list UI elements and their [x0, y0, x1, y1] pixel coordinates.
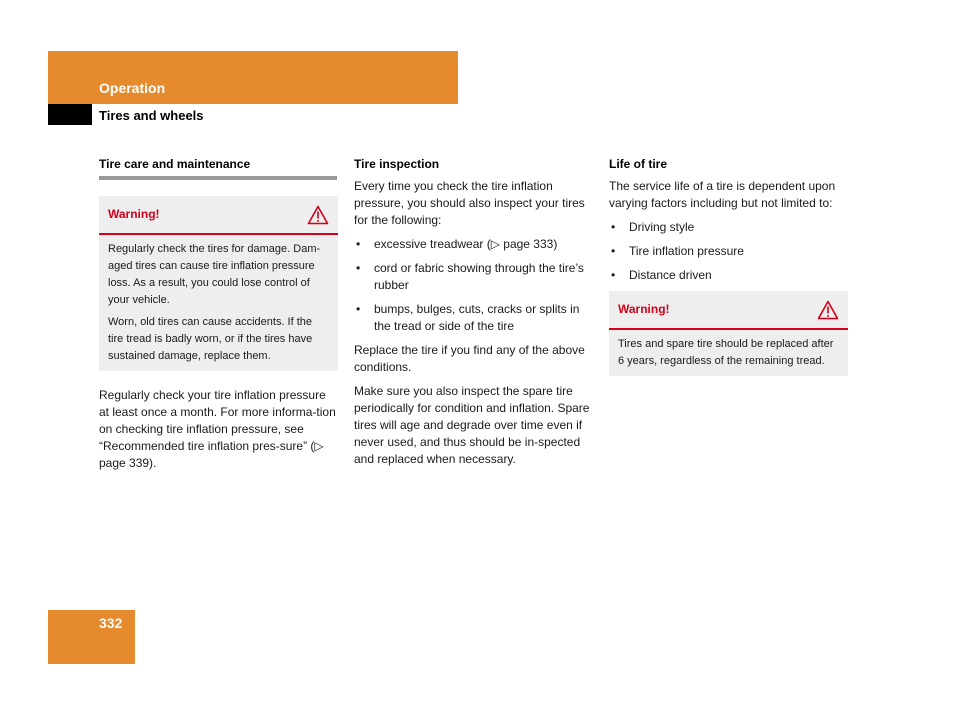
warning-text: Tires and spare tire should be replaced after 6 years, regardless of the remaining tread. [618, 338, 834, 367]
warning-text: Worn, old tires can cause accidents. If the tire tread is badly worn, or if the tires have sustained damage, replace them. [108, 316, 313, 362]
section-title: Operation [99, 80, 166, 96]
bullet-list [354, 236, 592, 335]
list-item: • cord or fabric showing through the tire’s rubber [354, 260, 592, 294]
warning-header [609, 291, 848, 330]
column-heading: Tire care and maintenance [99, 156, 337, 180]
subsection-title: Tires and wheels [99, 108, 204, 123]
body-paragraph: Make sure you also inspect the spare tire periodically for condition and inflation. Spare tires will age and degrade over time even if never used, and thus should be in-spected and replaced when necessary. [354, 384, 590, 466]
column-heading: Tire inspection [354, 157, 440, 171]
list-item: • Driving style [609, 219, 847, 236]
column-tire-care [99, 156, 337, 479]
warning-triangle-icon [307, 205, 329, 225]
body-paragraph: The service life of a tire is dependent upon varying factors including but not limited to: [609, 179, 836, 210]
warning-body [99, 235, 338, 371]
list-item: • Distance driven [609, 267, 847, 284]
page-number: 332 [99, 615, 123, 631]
body-paragraph: Replace the tire if you find any of the above conditions. [354, 343, 585, 374]
column-heading: Life of tire [609, 157, 668, 171]
warning-label: Warning! [108, 207, 160, 221]
warning-triangle-icon [817, 300, 839, 320]
list-item: • Tire inflation pressure [609, 243, 847, 260]
bullet-list [609, 219, 847, 284]
header-bar [48, 51, 458, 104]
list-item: • bumps, bulges, cuts, cracks or splits in the tread or side of the tire [354, 301, 592, 335]
list-item: • excessive treadwear (▷ page 333) [354, 236, 592, 253]
column-life-of-tire [609, 156, 847, 392]
warning-box [609, 291, 848, 376]
body-paragraph: Every time you check the tire inflation pressure, you should also inspect your tires for the following: [354, 179, 585, 227]
warning-header [99, 196, 338, 235]
column-tire-inspection [354, 156, 592, 475]
section-tab-marker [48, 104, 92, 125]
warning-label: Warning! [618, 302, 670, 316]
warning-text: Regularly check the tires for damage. Dam-aged tires can cause tire inflation pressure loss. As a result, you could lose control of your vehicle. [108, 243, 321, 306]
warning-body [609, 330, 848, 376]
warning-box [99, 196, 338, 371]
body-paragraph: Regularly check your tire inflation pressure at least once a month. For more informa-tion on checking tire inflation pressure, see “Recommended tire inflation pres-sure” (▷ page 339). [99, 388, 336, 470]
